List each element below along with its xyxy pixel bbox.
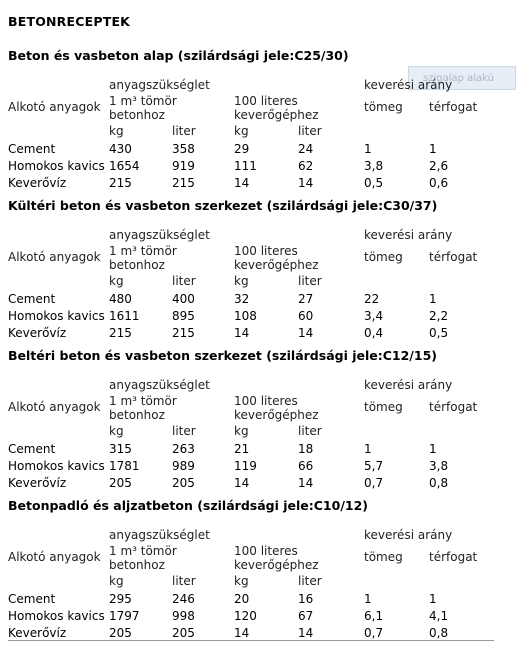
header-anyagszukseglet: anyagszükséglet	[109, 78, 210, 92]
cell-tomeg: 0,7	[364, 476, 384, 490]
cell-kg2: 119	[234, 459, 257, 473]
cell-kg2: 20	[234, 592, 250, 606]
page-title: BETONRECEPTEK	[8, 14, 131, 29]
header-keveresi-arany: keverési arány	[364, 228, 453, 242]
header-kg: kg	[234, 274, 249, 288]
cell-kg2: 120	[234, 609, 257, 623]
cell-kg1: 205	[109, 626, 132, 640]
cell-l1: 215	[172, 176, 195, 190]
cell-l2: 24	[298, 142, 314, 156]
header-keveresi-arany: keverési arány	[364, 378, 453, 392]
cell-tomeg: 3,4	[364, 309, 384, 323]
cell-l2: 62	[298, 159, 314, 173]
header-liter: liter	[172, 574, 196, 588]
cell-kg1: 1797	[109, 609, 140, 623]
cell-l2: 14	[298, 326, 314, 340]
cell-kg2: 14	[234, 326, 250, 340]
cell-kg2: 108	[234, 309, 257, 323]
header-tomor-line1: 1 m³ tömör	[109, 544, 177, 558]
cell-kg1: 315	[109, 442, 132, 456]
cell-kg1: 1654	[109, 159, 140, 173]
cell-tomeg: 22	[364, 292, 380, 306]
cell-l1: 919	[172, 159, 195, 173]
cell-l1: 400	[172, 292, 195, 306]
header-terfogat: térfogat	[429, 100, 478, 114]
header-liter: liter	[298, 424, 322, 438]
cell-name: Homokos kavics	[8, 609, 105, 623]
header-tomor-line2: betonhoz	[109, 258, 165, 272]
cell-tomeg: 1	[364, 142, 372, 156]
cell-kg1: 430	[109, 142, 132, 156]
recipe-section	[0, 498, 516, 648]
cell-l1: 205	[172, 476, 195, 490]
header-alkoto-anyagok: Alkotó anyagok	[8, 250, 101, 264]
header-100l-line2: keverőgéphez	[234, 258, 319, 272]
cell-kg1: 295	[109, 592, 132, 606]
header-tomeg: tömeg	[364, 250, 403, 264]
header-liter: liter	[172, 424, 196, 438]
cell-l1: 989	[172, 459, 195, 473]
cell-l1: 895	[172, 309, 195, 323]
cell-name: Homokos kavics	[8, 309, 105, 323]
cell-l2: 60	[298, 309, 314, 323]
cell-kg2: 111	[234, 159, 257, 173]
header-alkoto-anyagok: Alkotó anyagok	[8, 400, 101, 414]
cell-terfogat: 2,2	[429, 309, 449, 323]
cell-terfogat: 4,1	[429, 609, 449, 623]
cell-name: Cement	[8, 142, 56, 156]
cell-l1: 205	[172, 626, 195, 640]
cell-l1: 246	[172, 592, 195, 606]
cell-name: Cement	[8, 442, 56, 456]
header-100l-line1: 100 literes	[234, 244, 298, 258]
cell-kg2: 14	[234, 176, 250, 190]
header-terfogat: térfogat	[429, 550, 478, 564]
cell-kg2: 14	[234, 626, 250, 640]
header-kg: kg	[109, 274, 124, 288]
cell-name: Keverővíz	[8, 176, 67, 190]
recipe-section	[0, 348, 516, 498]
cell-l2: 67	[298, 609, 314, 623]
cell-kg1: 1611	[109, 309, 140, 323]
cell-kg1: 205	[109, 476, 132, 490]
header-kg: kg	[234, 574, 249, 588]
cell-name: Keverővíz	[8, 626, 67, 640]
cell-l2: 14	[298, 176, 314, 190]
cell-name: Homokos kavics	[8, 159, 105, 173]
header-terfogat: térfogat	[429, 250, 478, 264]
cell-name: Cement	[8, 592, 56, 606]
cell-tomeg: 0,7	[364, 626, 384, 640]
cell-l2: 14	[298, 626, 314, 640]
header-100l-line1: 100 literes	[234, 94, 298, 108]
cell-name: Keverővíz	[8, 326, 67, 340]
header-tomeg: tömeg	[364, 100, 403, 114]
cell-kg1: 1781	[109, 459, 140, 473]
cell-tomeg: 5,7	[364, 459, 384, 473]
section-title: Kültéri beton és vasbeton szerkezet (szilárdsági jele:C30/37)	[8, 198, 438, 213]
cell-name: Cement	[8, 292, 56, 306]
cell-terfogat: 1	[429, 592, 437, 606]
overlay-button[interactable]: szigalap alakú	[408, 66, 516, 90]
section-title: Betonpadló és aljzatbeton (szilárdsági jele:C10/12)	[8, 498, 368, 513]
cell-tomeg: 3,8	[364, 159, 384, 173]
cell-l2: 18	[298, 442, 314, 456]
cell-l2: 66	[298, 459, 314, 473]
header-tomor-line1: 1 m³ tömör	[109, 244, 177, 258]
cell-kg2: 32	[234, 292, 250, 306]
section-title: Beton és vasbeton alap (szilárdsági jele:C25/30)	[8, 48, 349, 63]
bottom-divider	[8, 640, 494, 641]
recipe-section	[0, 198, 516, 348]
cell-tomeg: 6,1	[364, 609, 384, 623]
cell-kg2: 21	[234, 442, 250, 456]
header-100l-line2: keverőgéphez	[234, 408, 319, 422]
cell-name: Homokos kavics	[8, 459, 105, 473]
header-liter: liter	[172, 274, 196, 288]
header-liter: liter	[298, 274, 322, 288]
header-kg: kg	[109, 574, 124, 588]
header-100l-line1: 100 literes	[234, 544, 298, 558]
recipe-section	[0, 48, 516, 198]
header-keveresi-arany: keverési arány	[364, 528, 453, 542]
cell-tomeg: 1	[364, 442, 372, 456]
cell-l1: 263	[172, 442, 195, 456]
cell-kg1: 480	[109, 292, 132, 306]
header-tomor-line2: betonhoz	[109, 558, 165, 572]
cell-terfogat: 0,5	[429, 326, 449, 340]
header-tomeg: tömeg	[364, 400, 403, 414]
cell-tomeg: 1	[364, 592, 372, 606]
cell-terfogat: 1	[429, 142, 437, 156]
header-tomor-line1: 1 m³ tömör	[109, 94, 177, 108]
header-kg: kg	[109, 124, 124, 138]
header-tomor-line2: betonhoz	[109, 108, 165, 122]
cell-l1: 998	[172, 609, 195, 623]
header-anyagszukseglet: anyagszükséglet	[109, 528, 210, 542]
header-tomeg: tömeg	[364, 550, 403, 564]
header-tomor-line2: betonhoz	[109, 408, 165, 422]
header-anyagszukseglet: anyagszükséglet	[109, 228, 210, 242]
header-kg: kg	[234, 424, 249, 438]
header-liter: liter	[172, 124, 196, 138]
cell-l1: 358	[172, 142, 195, 156]
header-liter: liter	[298, 574, 322, 588]
header-terfogat: térfogat	[429, 400, 478, 414]
header-100l-line2: keverőgéphez	[234, 108, 319, 122]
header-alkoto-anyagok: Alkotó anyagok	[8, 550, 101, 564]
cell-terfogat: 1	[429, 442, 437, 456]
cell-kg2: 29	[234, 142, 250, 156]
cell-terfogat: 1	[429, 292, 437, 306]
cell-terfogat: 0,8	[429, 476, 449, 490]
header-tomor-line1: 1 m³ tömör	[109, 394, 177, 408]
header-kg: kg	[109, 424, 124, 438]
header-liter: liter	[298, 124, 322, 138]
cell-l1: 215	[172, 326, 195, 340]
header-100l-line2: keverőgéphez	[234, 558, 319, 572]
cell-kg1: 215	[109, 176, 132, 190]
cell-terfogat: 0,6	[429, 176, 449, 190]
header-100l-line1: 100 literes	[234, 394, 298, 408]
cell-name: Keverővíz	[8, 476, 67, 490]
section-title: Beltéri beton és vasbeton szerkezet (szilárdsági jele:C12/15)	[8, 348, 437, 363]
cell-l2: 27	[298, 292, 314, 306]
header-alkoto-anyagok: Alkotó anyagok	[8, 100, 101, 114]
cell-l2: 14	[298, 476, 314, 490]
cell-kg2: 14	[234, 476, 250, 490]
cell-tomeg: 0,5	[364, 176, 384, 190]
header-kg: kg	[234, 124, 249, 138]
header-keveresi-arany: keverési arány	[364, 78, 453, 92]
cell-terfogat: 2,6	[429, 159, 449, 173]
cell-l2: 16	[298, 592, 314, 606]
cell-terfogat: 0,8	[429, 626, 449, 640]
cell-kg1: 215	[109, 326, 132, 340]
cell-tomeg: 0,4	[364, 326, 384, 340]
cell-terfogat: 3,8	[429, 459, 449, 473]
header-anyagszukseglet: anyagszükséglet	[109, 378, 210, 392]
